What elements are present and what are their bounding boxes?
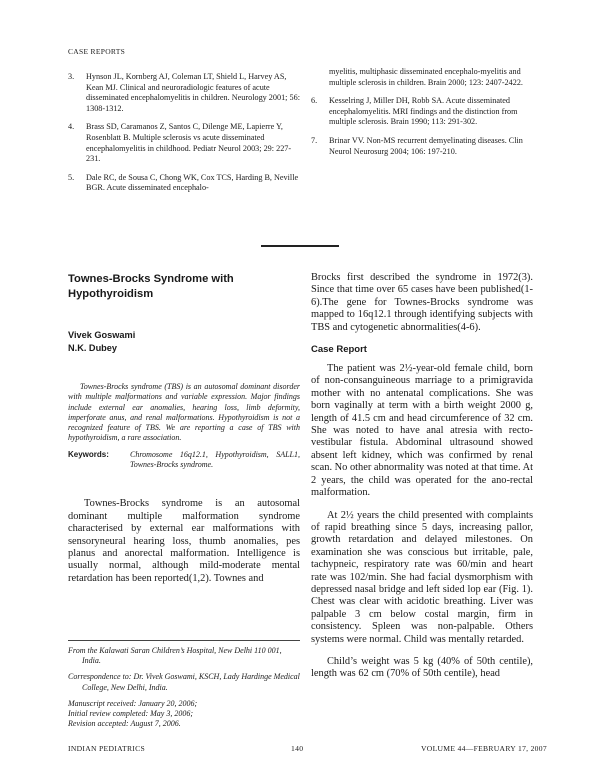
author-name: N.K. Dubey	[68, 342, 118, 353]
case-paragraph: At 2½ years the child presented with complaints of rapid breathing since 5 days, increasing pallor, growth retardation and delayed milestones. On examination she was conscious but irritable, pale, tachypneic, respiratory rate was 60/min and heart rate was 102/min. She had facial dysmorphism with depressed nasal bridge and left sided lop ear (Fig. 1). Chest was clear with acidotic breathing. Liver was palpable 3 cm below costal margin, firm in consistency. Spleen was non-palpable. Others systems were normal. Child was mentally retarded.	[311, 509, 533, 645]
revision-accepted: Revision accepted: August 7, 2006.	[68, 719, 181, 729]
initial-review: Initial review completed: May 3, 2006;	[68, 709, 193, 719]
keywords-label: Keywords:	[68, 449, 109, 459]
running-header: CASE REPORTS	[68, 47, 126, 56]
reference-text: Brass SD, Caramanos Z, Santos C, Dilenge ME, Lapierre Y, Rosenblatt B. Multiple sclerosis vs acute disseminated encephalomyelitis in childhood. Pediatr Neurol 2003; 29: 227-231.	[86, 122, 292, 164]
article-title: Townes-Brocks Syndrome with Hypothyroidism	[68, 273, 234, 300]
section-divider	[261, 245, 339, 247]
reference-number: 3.	[68, 72, 75, 81]
reference-item	[68, 173, 300, 194]
article-right-column	[311, 272, 533, 691]
reference-item	[311, 96, 533, 128]
article-left-column	[68, 272, 300, 595]
reference-list-right	[311, 67, 533, 165]
author-list	[68, 329, 300, 354]
reference-item	[68, 72, 300, 114]
reference-item	[311, 136, 533, 157]
intro-paragraph: Townes-Brocks syndrome is an autosomal dominant multiple malformation syndrome characterised by external ear malformations with sensoryneural hearing loss, thumb anomalies, pes planus and anorectal malformation. Intelligence is usually normal, although mild-moderate mental retardation has been reported(1,2). Townes and	[68, 498, 300, 584]
footer-issue: VOLUME 44—FEBRUARY 17, 2007	[421, 744, 547, 753]
author-name: Vivek Goswami	[68, 330, 136, 340]
reference-text: Dale RC, de Sousa C, Chong WK, Cox TCS, Harding B, Neville BGR. Acute disseminated encephalo-	[86, 172, 299, 193]
reference-number: 7.	[311, 135, 318, 145]
affiliation-rule	[68, 640, 300, 641]
reference-list-left	[68, 72, 300, 202]
case-paragraph: The patient was 2½-year-old female child, born of non-consanguineous marriage to a primigravida mother with no antenatal complications. She was born vaginally at term with a birth weight 2000 g, length of 41.5 cm and head circumference of 32 cm. She was noted to have anal atresia with recto-vestibular fistula. Abdominal ultrasound showed absent left kidney, which was confirmed by renal scan. No other abnormality was noted at that time. At 2 years, the child was operated for the ano-rectal malformation.	[311, 363, 533, 499]
reference-text: Kesselring J, Miller DH, Robb SA. Acute disseminated encephalomyelitis. MRI findings and the distinction from multiple sclerosis. Brain 1990; 113: 291-302.	[329, 96, 518, 127]
keywords	[68, 450, 300, 471]
reference-text: Hynson JL, Kornberg AJ, Coleman LT, Shield L, Harvey AS, Kean MJ. Clinical and neuroradiologic features of acute disseminated encephalomyelitis in children. Neurology 2001; 56: 1308-1312.	[86, 72, 300, 113]
reference-item	[311, 67, 533, 88]
affiliation-from: From the Kalawati Saran Children’s Hospital, New Delhi 110 001, India.	[68, 646, 282, 666]
reference-text: myelitis, multiphasic disseminated encephalo-myelitis and multiple sclerosis in children. Brain 2000; 123: 2407-2422.	[329, 67, 523, 87]
reference-number: 5.	[68, 172, 75, 182]
abstract: Townes-Brocks syndrome (TBS) is an autosomal dominant disorder with multiple malformations and variable expression. Major findings include external ear anomalies, hearing loss, limb deformity, imperforate anus, and renal malformations. Hypothyroidism is not a recognized feature of TBS. We are reporting a case of TBS with hypothyroidism, a rare association.	[68, 382, 300, 443]
intro-paragraph-continued: Brocks first described the syndrome in 1972(3). Since that time over 65 cases have been published(1-6).The gene for Townes-Brocks syndrome was mapped to 16q12.1 through identifying subjects with TBS and cytogenetic abnormalities(4-6).	[311, 272, 533, 333]
reference-item	[68, 122, 300, 164]
reference-number: 4.	[68, 122, 75, 132]
case-report-heading: Case Report	[311, 344, 367, 356]
footer-journal: INDIAN PEDIATRICS	[68, 744, 146, 753]
footer-page-number: 140	[291, 744, 304, 753]
affiliation-block	[68, 646, 300, 729]
keywords-value: Chromosome 16q12.1, Hypothyroidism, SALL1, Townes-Brocks syndrome.	[130, 449, 300, 470]
reference-text: Brinar VV. Non-MS recurrent demyelinating diseases. Clin Neurol Neurosurg 2004; 106: 197-210.	[329, 135, 523, 156]
case-paragraph: Child’s weight was 5 kg (40% of 50th centile), length was 62 cm (70% of 50th centile), head	[311, 655, 533, 680]
reference-number: 6.	[311, 96, 318, 106]
manuscript-received: Manuscript received: January 20, 2006;	[68, 698, 198, 708]
correspondence: Correspondence to: Dr. Vivek Goswami, KSCH, Lady Hardinge Medical College, New Delhi, India.	[68, 672, 300, 692]
